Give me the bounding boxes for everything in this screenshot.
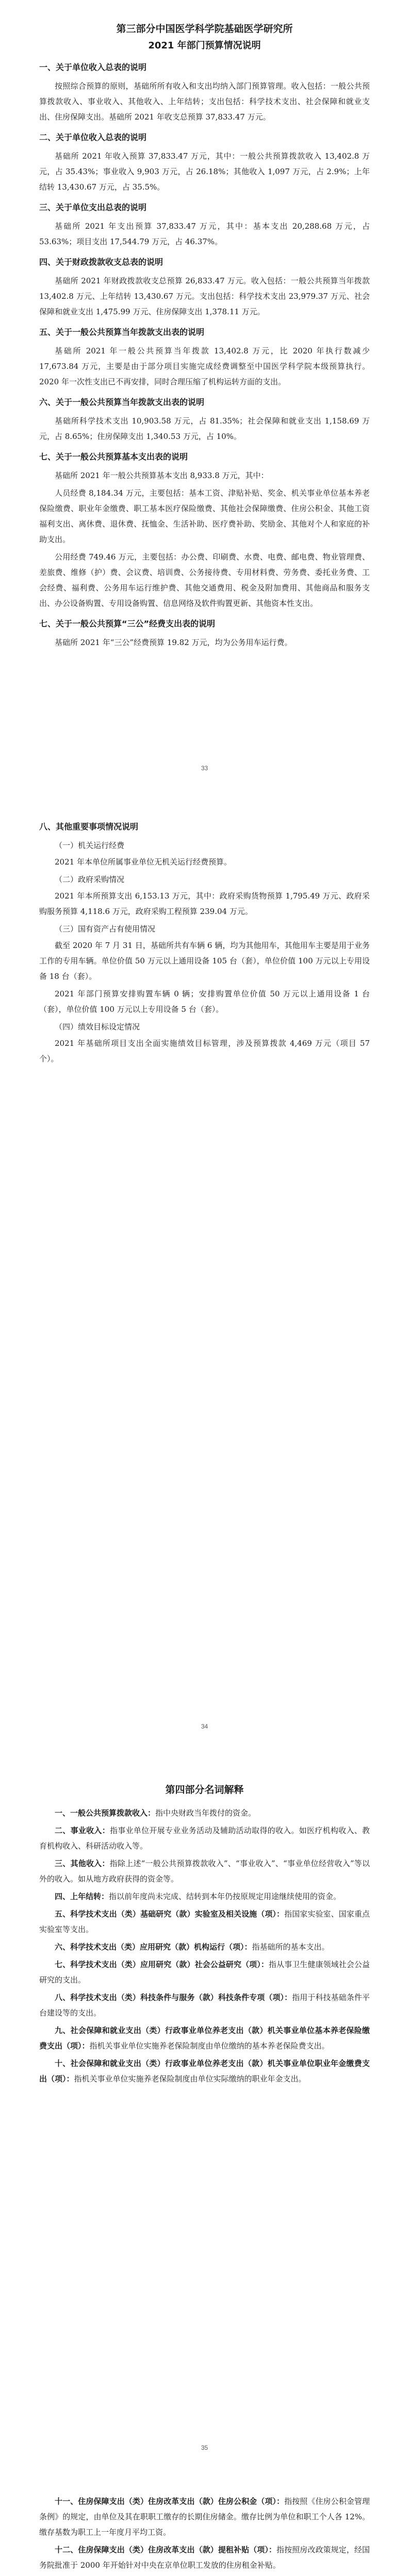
term-text: 指国家实验室、国家重点实验室等支出。 <box>39 1909 370 1934</box>
term-text: 指机关事业单位实施养老保险制度由单位实际缴纳的职业年金支出。 <box>74 2074 306 2083</box>
term-text: 指事业单位开展专业业务活动及辅助活动取得的收入。如医疗机构收入、教育机构收入、科研活动收入等。 <box>39 1826 370 1851</box>
term-text: 指按照《住房公积金管理条例》的规定，由单位及其在职职工缴存的长期住房储金。缴存比例为单位和职工个人各 12%。缴存基数为职工上一年度月平均工资。 <box>39 2497 370 2537</box>
section-paragraph: 基础所 2021 年一般公共预算基本支出 8,933.8 万元，其中： <box>55 471 269 480</box>
section-paragraph: 基础所 2021 年“三公”经费预算 19.82 万元，均为公务用车运行费。 <box>55 638 292 647</box>
section-paragraph: 公用经费 749.46 万元，主要包括：办公费、印刷费、水费、电费、邮电费、物业管理费、差旅费、维修（护）费、会议费、培训费、公务接待费、专用材料费、劳务费、委托业务费、工会经费、福利费、公务用车运行维护费、其他交通费用、税金及附加费用、其他商品和服务支出、办公设备购置、专用设备购置、信息网络及软件购置更新、其他资本性支出。 <box>39 552 370 608</box>
term-label: 一、一般公共预算拨款收入： <box>55 1808 156 1818</box>
term-text: 指按照房改政策规定，经国务院批准于 2000 年开始针对中央在京单位职工发放的住房租金补贴。 <box>39 2545 370 2570</box>
section-heading: 七、关于一般公共预算“三公”经费支出表的说明 <box>39 619 216 629</box>
page-3 <box>21 1752 388 2463</box>
term-label: 九、社会保障和就业支出（类）行政事业单位养老支出（款）机关事业单位基本养老保险缴费支出（项）： <box>39 2026 370 2050</box>
section-heading: 四、关于财政拨款收支总表的说明 <box>39 257 163 267</box>
section-paragraph: 2021 年本所预算支出 6,153.13 万元，其中：政府采购货物预算 1,795.49 万元、政府采购服务预算 4,118.6 万元，政府采购工程预算 239.04 万元。 <box>39 891 370 916</box>
glossary-term <box>39 1889 370 1904</box>
glossary-term <box>39 1823 370 1854</box>
section-heading: 八、其他重要事项情况说明 <box>39 822 139 832</box>
section-paragraph: 基础所 2021 年财政拨款收支总预算 26,833.47 万元。收入包括：一般公共预算当年拨款 13,402.8 万元、上年结转 13,430.67 万元。支出包括：科学技术支出 23,979.37 万元、社会保障和就业支出 1,475.99 万元、住房保障支出 1,378.11 万元。 <box>39 276 370 316</box>
term-label: 六、科学技术支出（类）应用研究（款）机构运行（项）： <box>55 1942 252 1952</box>
subsection-heading: （三）国有资产占有使用情况 <box>55 924 156 934</box>
section-heading: 一、关于单位收入总表的说明 <box>39 62 147 72</box>
term-label: 十一、住房保障支出（类）住房改革支出（款）住房公积金（项）： <box>55 2497 285 2506</box>
term-label: 十、社会保障和就业支出（类）行政事业单位养老支出（款）机关事业单位职业年金缴费支出（项）： <box>39 2059 370 2083</box>
section-heading: 二、关于单位收入总表的说明 <box>39 132 147 142</box>
term-label: 七、科学技术支出（类）应用研究（款）社会公益研究（项）： <box>55 1960 269 1969</box>
glossary-term <box>39 1990 370 2021</box>
term-label: 四、上年结转： <box>55 1892 109 1901</box>
glossary-term <box>39 1939 370 1955</box>
document-title: 第三部分中国医学科学院基础医学研究所 <box>116 23 293 35</box>
glossary-term <box>39 1906 370 1937</box>
term-text: 指从事卫生健康领域社会公益研究的支出。 <box>39 1960 370 1985</box>
part-title: 第四部分名词解释 <box>165 1784 244 1795</box>
section-paragraph: 按照综合预算的原则，基础所所有收入和支出均纳入部门预算管理。收入包括：一般公共预算拨款收入、事业收入、其他收入、上年结转；支出包括：科学技术支出、社会保障和就业支出、住房保障支出。基础所 2021 年收支总预算 37,833.47 万元。 <box>39 81 370 122</box>
page-1 <box>21 0 388 783</box>
subsection-heading: （四）绩效目标设定情况 <box>55 1022 140 1031</box>
term-text: 指用于科技基础条件平台建设等的支出。 <box>39 1993 370 2018</box>
section-heading: 三、关于单位支出总表的说明 <box>39 202 147 212</box>
document-subtitle: 2021 年部门预算情况说明 <box>148 40 261 51</box>
term-text: 指基础所的基本支出。 <box>252 1942 330 1952</box>
section-paragraph: 基础所 2021 年支出预算 37,833.47 万元，其中：基本支出 20,288.68 万元，占 53.63%；项目支出 17,544.79 万元，占 46.37%。 <box>39 222 370 246</box>
section-heading: 六、关于一般公共预算当年拨款支出表的说明 <box>39 397 205 407</box>
page-number: 33 <box>201 765 208 772</box>
subsection-heading: （二）政府采购情况 <box>55 875 125 884</box>
section-paragraph: 基础所 2021 年一般公共预算当年拨款 13,402.8 万元，比 2020 年执行数减少 17,673.84 万元，主要是由于部分项目实施完成经费调整至中国医学科学院本级预算执行。2020 年一次性支出已不再安排，同时合理压缩了机构运转方面的支出。 <box>39 346 370 386</box>
section-paragraph: 人员经费 8,184.34 万元，主要包括：基本工资、津贴补贴、奖金、机关事业单位基本养老保险缴费、职业年金缴费、职工基本医疗保险缴费、其他社会保障缴费、住房公积金、其他工资福利支出、离休费、退休费、抚恤金、生活补助、医疗费补助、奖励金、其他对个人和家庭的补助支出。 <box>39 488 370 544</box>
glossary-term <box>39 2542 370 2573</box>
section-paragraph: 基础所 2021 年收入预算 37,833.47 万元，其中：一般公共预算拨款收入 13,402.8 万元，占 35.43%；事业收入 9,903 万元，占 26.18%；其他收入 1,097 万元，占 2.9%；上年结转 13,430.67 万元，占 35.5%。 <box>39 151 370 192</box>
section-paragraph: 2021 年基础所项目支出全面实施绩效目标管理，涉及预算拨款 4,469 万元（项目 57 个）。 <box>39 1039 370 1063</box>
section-paragraph: 2021 年部门预算安排购置车辆 0 辆；安排购置单位价值 50 万元以上通用设备 1 台（套），单位价值 100 万元以上专用设备 5 台（套）。 <box>39 989 370 1014</box>
term-text: 指机关事业单位实施养老保险制度由单位缴纳的基本养老保险费支出。 <box>89 2041 330 2050</box>
page-number: 35 <box>201 2444 208 2451</box>
term-text: 指中央财政当年拨付的资金。 <box>155 1808 256 1818</box>
glossary-term <box>39 2494 370 2540</box>
section-paragraph: 2021 年本单位所属事业单位无机关运行经费预算。 <box>55 857 232 867</box>
term-label: 十二、住房保障支出（类）住房改革支出（款）提租补贴（项）： <box>55 2545 277 2554</box>
term-label: 八、科学技术支出（类）科技条件与服务（款）科技条件专项（项）： <box>55 1993 292 2002</box>
section-paragraph: 截至 2020 年 7 月 31 日，基础所共有车辆 6 辆，均为其他用车，其他用车主要是用于业务工作的专用车辆。单位价值 50 万元以上通用设备 105 台（套），单位价值 100 万元以上专用设备 18 台（套）。 <box>39 941 370 981</box>
subsection-heading: （一）机关运行经费 <box>55 841 125 850</box>
term-text: 指除上述“一般公共预算拨款收入”、“事业收入”、“事业单位经营收入”等以外的收入。如从地方政府获得的资金等。 <box>39 1859 370 1884</box>
glossary-term <box>39 1805 370 1821</box>
page-2 <box>21 793 388 1741</box>
section-heading: 七、关于一般公共预算基本支出表的说明 <box>39 452 188 462</box>
glossary-term <box>39 2023 370 2054</box>
section-heading: 五、关于一般公共预算当年拨款支出表的说明 <box>39 327 205 337</box>
term-label: 五、科学技术支出（类）基础研究（款）实验室及相关设施（项）： <box>55 1909 285 1919</box>
glossary-term <box>39 1957 370 1988</box>
page-4 <box>21 2473 388 2576</box>
term-text: 指以前年度尚未完成、结转到本年仍按原规定用途继续使用的资金。 <box>109 1892 341 1901</box>
glossary-term <box>39 1856 370 1887</box>
term-label: 二、事业收入： <box>55 1826 110 1835</box>
glossary-term <box>39 2056 370 2087</box>
term-label: 三、其他收入： <box>55 1859 110 1868</box>
page-number: 34 <box>201 1723 208 1730</box>
section-paragraph: 基础所科学技术支出 10,903.58 万元，占 81.35%；社会保障和就业支出 1,158.69 万元，占 8.65%；住房保障支出 1,340.53 万元，占 10%。 <box>39 416 370 441</box>
